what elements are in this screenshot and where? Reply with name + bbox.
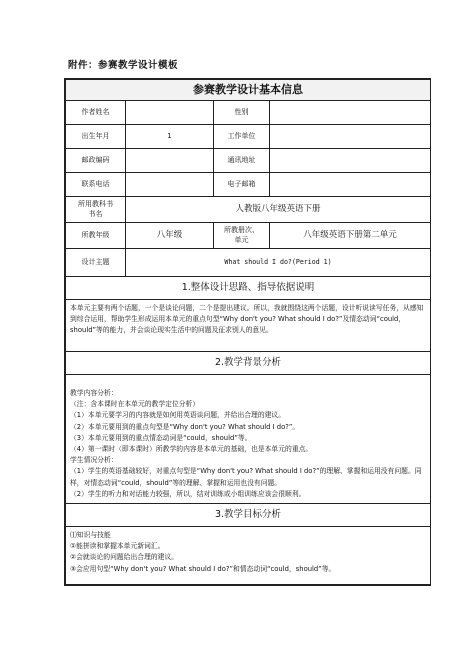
gender-label: 性别 bbox=[214, 101, 270, 125]
gender-value bbox=[270, 101, 431, 125]
section3-heading: 3.教学目标分析 bbox=[66, 504, 431, 527]
textbook-value: 人教版八年级英语下册 bbox=[126, 197, 431, 223]
info-table bbox=[65, 79, 431, 585]
section2-body bbox=[66, 375, 431, 504]
email-value bbox=[270, 173, 431, 197]
textbook-label bbox=[66, 197, 126, 223]
volume-label-line2: 单元 bbox=[234, 235, 249, 244]
content-item-2: （2）本单元要用到的重点句型是“Why don't you? What should I do?”。 bbox=[70, 422, 300, 431]
phone-value bbox=[126, 173, 214, 197]
student-item-2: （2）学生的听力和对话能力较强，所以，结对训练或小组训练应该会很顺利。 bbox=[70, 489, 306, 498]
info-sheet bbox=[64, 78, 431, 586]
student-analysis-label: 学生情况分析： bbox=[70, 456, 118, 465]
author-value bbox=[126, 101, 214, 125]
goal-item-2: ②会就谈论的问题给出合理的建议。 bbox=[70, 553, 179, 562]
attachment-label: 附件：参赛教学设计模板 bbox=[68, 60, 179, 71]
volume-label bbox=[214, 223, 270, 249]
author-label: 作者姓名 bbox=[66, 101, 126, 125]
email-label: 电子邮箱 bbox=[214, 173, 270, 197]
content-item-4: （4）第一课时（即本课时）所教学的内容是本单元的基础，也是本单元的重点。 bbox=[70, 445, 313, 454]
address-value bbox=[270, 149, 431, 173]
address-label: 通讯地址 bbox=[214, 149, 270, 173]
topic-value: What should I do?(Period 1) bbox=[126, 249, 431, 277]
content-analysis-label: 教学内容分析： bbox=[70, 389, 118, 397]
content-note: （注：含本课时在本单元的教学定位分析） bbox=[70, 400, 200, 409]
phone-label: 联系电话 bbox=[66, 173, 126, 197]
section1-body bbox=[66, 300, 431, 352]
table-title: 参赛教学设计基本信息 bbox=[66, 80, 431, 101]
postcode-value bbox=[126, 149, 214, 173]
grade-label: 所教年级 bbox=[66, 223, 126, 249]
birth-label: 出生年月 bbox=[66, 125, 126, 149]
section2-heading: 2.教学背景分析 bbox=[66, 352, 431, 375]
volume-value: 八年级英语下册第二单元 bbox=[270, 223, 431, 249]
volume-label-line1: 所教册次、 bbox=[224, 226, 259, 235]
goal-knowledge-label: ⑴知识与技能 bbox=[70, 531, 111, 540]
content-item-1: （1）本单元要学习的内容就是如何用英语谈问题，并给出合理的建议。 bbox=[70, 411, 286, 420]
birth-value: 1 bbox=[126, 125, 214, 149]
goal-item-3: ③会应用句型“Why don't you? What should I do?”和情态动词“could，should”等。 bbox=[70, 564, 336, 573]
section1-paragraph: 本单元主要有两个话题，一个是谈论问题，二个是提出建议。所以，我就围绕这两个话题，设计听说读写任务，从感知到综合运用，帮助学生形成运用本单元的重点句型“Why don't you? What should I do?”及情态动词“could，should”等的能力，并会谈论现实生活中的问题及征求别人的意见。 bbox=[70, 304, 424, 335]
work-value bbox=[270, 125, 431, 149]
topic-label: 设计主题 bbox=[66, 249, 126, 277]
textbook-label-line1: 所用教科书 bbox=[78, 200, 113, 209]
postcode-label: 邮政编码 bbox=[66, 149, 126, 173]
content-item-3: （3）本单元要用到的重点情态动词是“could，should”等。 bbox=[70, 433, 252, 442]
section1-heading: 1.整体设计思路、指导依据说明 bbox=[66, 277, 431, 300]
textbook-label-line2: 书名 bbox=[88, 209, 103, 218]
goal-item-1: ①能拼读和掌握本单元新词汇。 bbox=[70, 542, 165, 551]
student-item-1: （1）学生的英语基础较好，对重点句型是“Why don't you? What should I do?”的理解、掌握和运用没有问题。同样，对情态动词“could，should”等的理解、掌握和运用也没有问题。 bbox=[70, 467, 422, 487]
work-label: 工作单位 bbox=[214, 125, 270, 149]
grade-value: 八年级 bbox=[126, 223, 214, 249]
section3-body bbox=[66, 527, 431, 585]
